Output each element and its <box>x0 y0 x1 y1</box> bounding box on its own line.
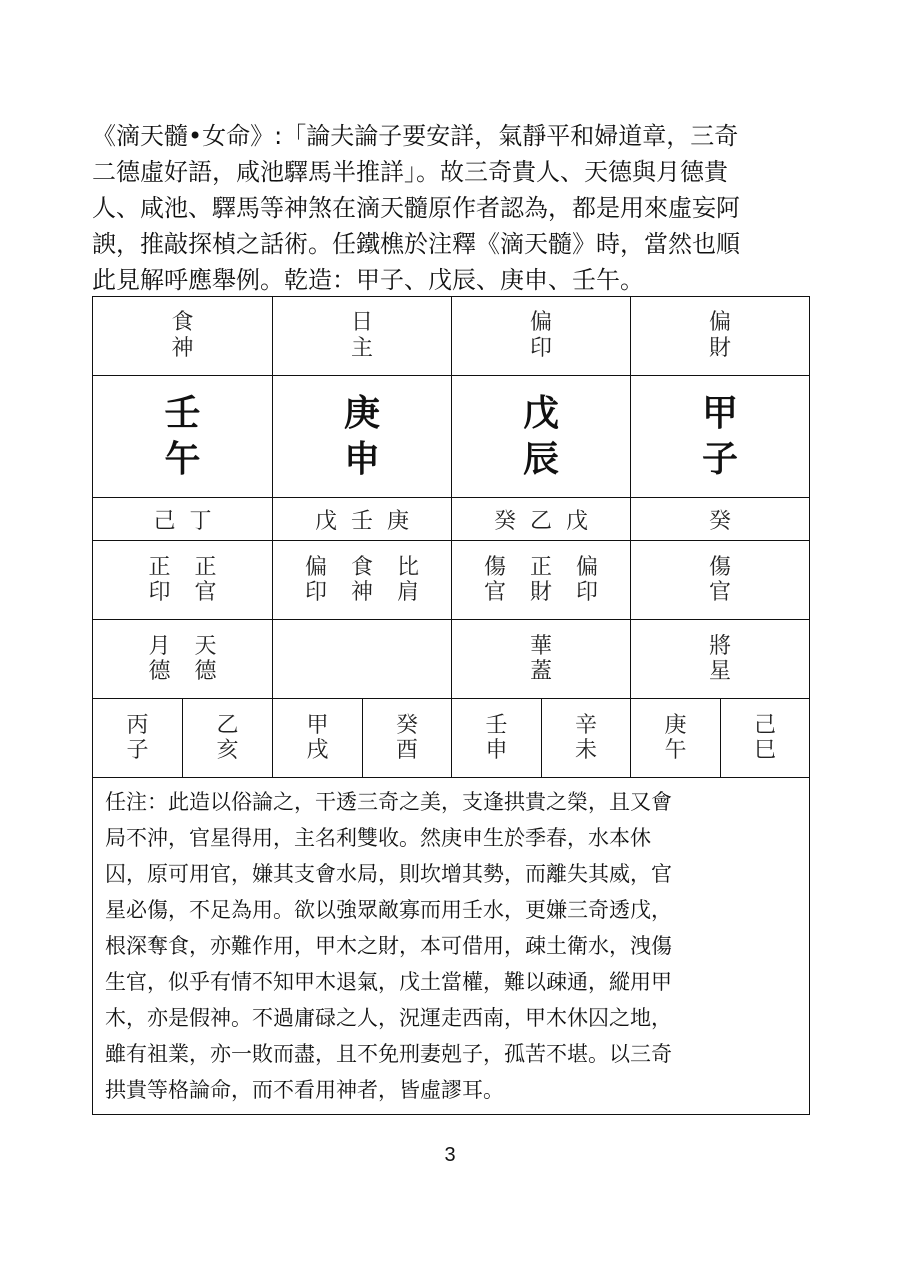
pillar-year <box>631 376 810 498</box>
bazi-chart-table <box>92 296 810 1115</box>
kong-wang-cell: 丙子 <box>93 699 183 778</box>
hidden-stems-hour: 己 丁 <box>93 498 273 541</box>
commentary-line: 雖有祖業，亦一敗而盡，且不免刑妻剋子，孤苦不堪。以三奇 <box>105 1042 672 1066</box>
ten-god-day: 日主 <box>273 297 452 376</box>
stem-hour: 壬 <box>164 392 201 434</box>
commentary-line: 生官，似乎有情不知甲木退氣，戊土當權，難以疎通，縱用甲 <box>105 970 672 994</box>
pillar-month <box>452 376 631 498</box>
stem-day: 庚 <box>343 392 380 434</box>
commentary-line: 囚，原可用官，嫌其支會水局，則坎增其勢，而離失其威，官 <box>105 862 672 886</box>
intro-line: 諛，推敲探楨之話術。任鐵樵於注釋《滴天髓》時，當然也順 <box>92 230 740 258</box>
intro-line: 二德虛好語，咸池驛馬半推詳」。故三奇貴人、天德與月德貴 <box>92 158 728 186</box>
intro-paragraph <box>92 118 812 298</box>
stem-year: 甲 <box>701 392 738 434</box>
commentary-cell <box>93 778 810 1115</box>
pillar-day <box>273 376 452 498</box>
commentary-line: 星必傷，不足為用。欲以強眾敵寡而用壬水，更嫌三奇透戊， <box>105 898 672 922</box>
pillar-hour <box>93 376 273 498</box>
kong-wang-cell: 乙亥 <box>183 699 273 778</box>
kong-wang-cell: 甲戌 <box>273 699 363 778</box>
hidden-gods-month: 傷官正財偏印 <box>452 541 631 620</box>
ten-gods-row <box>93 297 810 376</box>
kong-wang-cell: 己巳 <box>721 699 810 778</box>
page-number: 3 <box>444 1144 456 1166</box>
commentary-row <box>93 778 810 1115</box>
branch-month: 辰 <box>522 438 559 480</box>
shensha-year: 將星 <box>631 620 810 699</box>
kong-wang-row <box>93 699 810 778</box>
pillars-row <box>93 376 810 498</box>
commentary-line: 任注：此造以俗論之，干透三奇之美，支逢拱貴之榮，且又會 <box>105 790 672 814</box>
intro-line: 《滴天髓•女命》:「論夫論子要安詳，氣靜平和婦道章，三奇 <box>92 122 739 150</box>
commentary-line: 局不沖，官星得用，主名利雙收。然庚申生於季春，水本休 <box>105 826 651 850</box>
intro-line: 人、咸池、驛馬等神煞在滴天髓原作者認為，都是用來虛妄阿 <box>92 194 740 222</box>
branch-hour: 午 <box>164 438 201 480</box>
branch-day: 申 <box>343 438 380 480</box>
shensha-day <box>273 620 452 699</box>
hidden-gods-year: 傷官 <box>631 541 810 620</box>
intro-line: 此見解呼應舉例。乾造：甲子、戊辰、庚申、壬午。 <box>92 266 644 294</box>
kong-wang-cell: 庚午 <box>631 699 721 778</box>
commentary-line: 拱貴等格論命，而不看用神者，皆虛謬耳。 <box>105 1078 504 1102</box>
kong-wang-cell: 辛未 <box>542 699 631 778</box>
shensha-month: 華蓋 <box>452 620 631 699</box>
hidden-gods-day: 偏印食神比肩 <box>273 541 452 620</box>
shensha-row <box>93 620 810 699</box>
commentary-line: 根深奪食，亦難作用，甲木之財，本可借用，疎土衛水，洩傷 <box>105 934 672 958</box>
hidden-stems-row <box>93 498 810 541</box>
hidden-stems-month: 癸 乙 戊 <box>452 498 631 541</box>
kong-wang-cell: 癸酉 <box>363 699 452 778</box>
branch-year: 子 <box>701 438 738 480</box>
ten-god-hour: 食神 <box>93 297 273 376</box>
commentary-line: 木，亦是假神。不過庸碌之人，況運走西南，甲木休囚之地， <box>105 1006 672 1030</box>
shensha-hour: 月德天德 <box>93 620 273 699</box>
hidden-gods-hour: 正印正官 <box>93 541 273 620</box>
hidden-stems-day: 戊 壬 庚 <box>273 498 452 541</box>
ten-god-month: 偏印 <box>452 297 631 376</box>
stem-month: 戊 <box>522 392 559 434</box>
ten-god-year: 偏財 <box>631 297 810 376</box>
hidden-stems-year: 癸 <box>631 498 810 541</box>
hidden-gods-row <box>93 541 810 620</box>
kong-wang-cell: 壬申 <box>452 699 542 778</box>
